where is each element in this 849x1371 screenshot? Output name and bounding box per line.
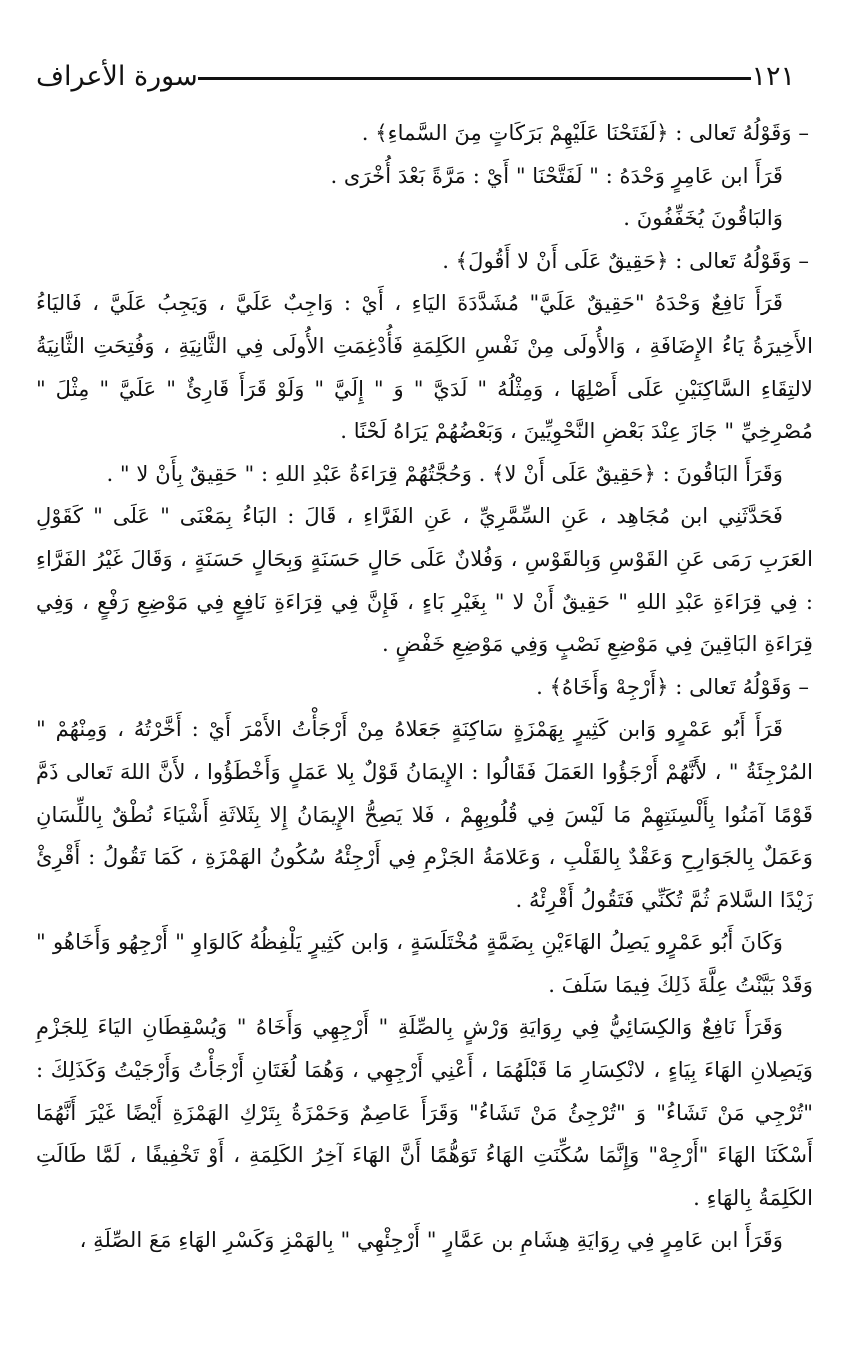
header-rule xyxy=(198,77,752,80)
page-number: ١٢١ xyxy=(751,60,795,92)
paragraph-verse-heading: – وَقَوْلُهُ تَعالى : ﴿أَرْجِهْ وَأَخَاهُ﴾ . xyxy=(536,673,809,699)
paragraph: فَحَدَّثَنِي ابن مُجَاهِد ، عَنِ السِّمَّرِيِّ ، عَنِ الفَرَّاءِ ، قَالَ : البَاءُ بِمَعْنَى " عَلَى " كَقَوْلِ العَرَبِ رَمَى عَنِ القَوْسِ وَبِالقَوْسِ ، وَفُلانٌ عَلَى حَالٍ حَسَنَةٍ وَبِحَالٍ حَسَنَةٍ ، وَقَالَ غَيْرُ الفَرَّاءِ : فِي قِرَاءَةِ عَبْدِ اللهِ " حَقِيقٌ أَنْ لا " بِغَيْرِ بَاءٍ ، فَإِنَّ فِي قِرَاءَةِ نَافِعٍ فِي مَوْضِعِ رَفْعٍ ، وَفِي قِرَاءَةِ البَاقِينَ فِي مَوْضِعِ نَصْبٍ وَفِي مَوْضِعِ خَفْضٍ . xyxy=(36,503,813,657)
paragraph: وَقَرَأَ نَافِعٌ وَالكِسَائِيُّ فِي رِوَايَةِ وَرْشٍ بِالصِّلَةِ " أَرْجِهِي وَأَخَاهُ " وَيُسْقِطَانِ اليَاءَ لِلجَزْمِ وَيَصِلانِ الهَاءَ بِيَاءٍ ، لانْكِسَارِ مَا قَبْلَهُمَا ، أَعْنِي أَرْجِهِي ، وَهُمَا لُغَتَانِ أَرْجَأْتُ وَأَرْجَيْتُ وَكَذَلِكَ : "تُرْجِي مَنْ تَشَاءُ" وَ "تُرْجِئُ مَنْ تَشَاءُ" وَقَرَأَ عَاصِمٌ وَحَمْزَةُ بِتَرْكِ الهَمْزَةِ أَيْضًا غَيْرَ أَنَّهُمَا أَسْكَنَا الهَاءَ "أَرْجِهْ" وَإِنَّمَا سُكِّنَتِ الهَاءُ تَوَهُّمًا أَنَّ الهَاءَ آخِرُ الكَلِمَةِ ، أَوْ تَخْفِيفًا ، لَمَّا طَالَتِ الكَلِمَةُ بِالهَاءِ . xyxy=(36,1014,813,1210)
surah-title: سورة الأعراف xyxy=(36,60,198,92)
page-header xyxy=(22,56,809,96)
paragraph-verse-heading: – وَقَوْلُهُ تَعالى : ﴿لَفَتَحْنَا عَلَيْهِمْ بَرَكَاتٍ مِنَ السَّماءِ﴾ . xyxy=(361,120,809,145)
paragraph: وَالبَاقُونَ يُخَفِّفُونَ . xyxy=(623,205,783,231)
paragraph-verse-heading: – وَقَوْلُهُ تَعالى : ﴿حَقِيقٌ عَلَى أَنْ لا أَقُولَ﴾ . xyxy=(442,247,809,273)
paragraph: قَرَأَ ابن عَامِرٍ وَحْدَهُ : " لَفَتَّحْنَا " أَيْ : مَرَّةً بَعْدَ أُخْرَى . xyxy=(330,162,783,188)
paragraph: وَكَانَ أَبُو عَمْرٍو يَصِلُ الهَاءَيْنِ بِضَمَّةٍ مُخْتَلَسَةٍ ، وَابن كَثِيرٍ يَلْفِظُهُ كَالوَاوِ " أَرْجِهُو وَأَخَاهُو " وَقَدْ بَيَّنْتُ عِلَّةَ ذَلِكَ فِيمَا سَلَفَ . xyxy=(36,929,813,997)
paragraph: وَقَرَأَ ابن عَامِرٍ فِي رِوَايَةِ هِشَامِ بن عَمَّارٍ " أَرْجِئْهِي " بِالهَمْزِ وَكَسْرِ الهَاءِ مَعَ الصِّلَةِ ، xyxy=(79,1227,783,1253)
paragraph: وَقَرَأَ البَاقُونَ : ﴿حَقِيقٌ عَلَى أَنْ لا﴾ . وَحُجَّتُهُمْ قِرَاءَةُ عَبْدِ اللهِ : " حَقِيقٌ بِأَنْ لا " . xyxy=(106,460,783,486)
paragraph: قَرَأَ أَبُو عَمْرٍو وَابن كَثِيرٍ بِهَمْزَةٍ سَاكِنَةٍ جَعَلاهُ مِنْ أَرْجَأْتُ الأَمْرَ أَيْ : أَخَّرْتُهُ ، وَمِنْهُمْ " المُرْجِئَةُ " ، لأَنَّهُمْ أَرْجَؤُوا العَمَلَ فَقَالُوا : الإِيمَانُ قَوْلٌ بِلا عَمَلٍ وَأَخْطَؤُوا ، لأَنَّ اللهَ تَعالى ذَمَّ قَوْمًا آمَنُوا بِأَلْسِنَتِهِمْ مَا لَيْسَ فِي قُلُوبِهِمْ ، فَلا يَصِحُّ الإِيمَانُ إِلا بِثَلاثَةِ أَشْيَاءَ نُطْقٌ بِاللِّسَانِ وَعَمَلٌ بِالجَوَارِحِ وَعَقْدٌ بِالقَلْبِ ، وَعَلامَةُ الجَزْمِ فِي أَرْجِئْهُ سُكُونُ الهَمْزَةِ ، كَمَا تَقُولُ : أَقْرِئْ زَيْدًا السَّلامَ ثُمَّ تُكَنِّي فَتَقُولُ أَقْرِئْهُ . xyxy=(36,716,813,912)
body-text xyxy=(36,112,813,1262)
paragraph: قَرَأَ نَافِعٌ وَحْدَهُ "حَقِيقٌ عَلَيَّ" مُشَدَّدَةَ اليَاءِ ، أَيْ : وَاجِبٌ عَلَيَّ ، وَيَجِبُ عَلَيَّ ، فَاليَاءُ الأَخِيرَةُ يَاءُ الإِضَافَةِ ، وَالأُولَى مِنْ نَفْسِ الكَلِمَةِ فَأُدْغِمَتِ الأُولَى فِي الثَّانِيَةِ ، وَفُتِحَتِ الثَّانِيَةُ لالتِقَاءِ السَّاكِنَيْنِ عَلَى أَصْلِهَا ، وَمِثْلُهُ " لَدَيَّ " وَ " إِلَيَّ " وَلَوْ قَرَأَ قَارِئٌ " عَلَيَّ " مِثْلَ " مُصْرِخِيِّ " جَازَ عِنْدَ بَعْضِ النَّحْوِيِّينَ ، وَبَعْضُهُمْ يَرَاهُ لَحْنًا . xyxy=(36,290,813,444)
